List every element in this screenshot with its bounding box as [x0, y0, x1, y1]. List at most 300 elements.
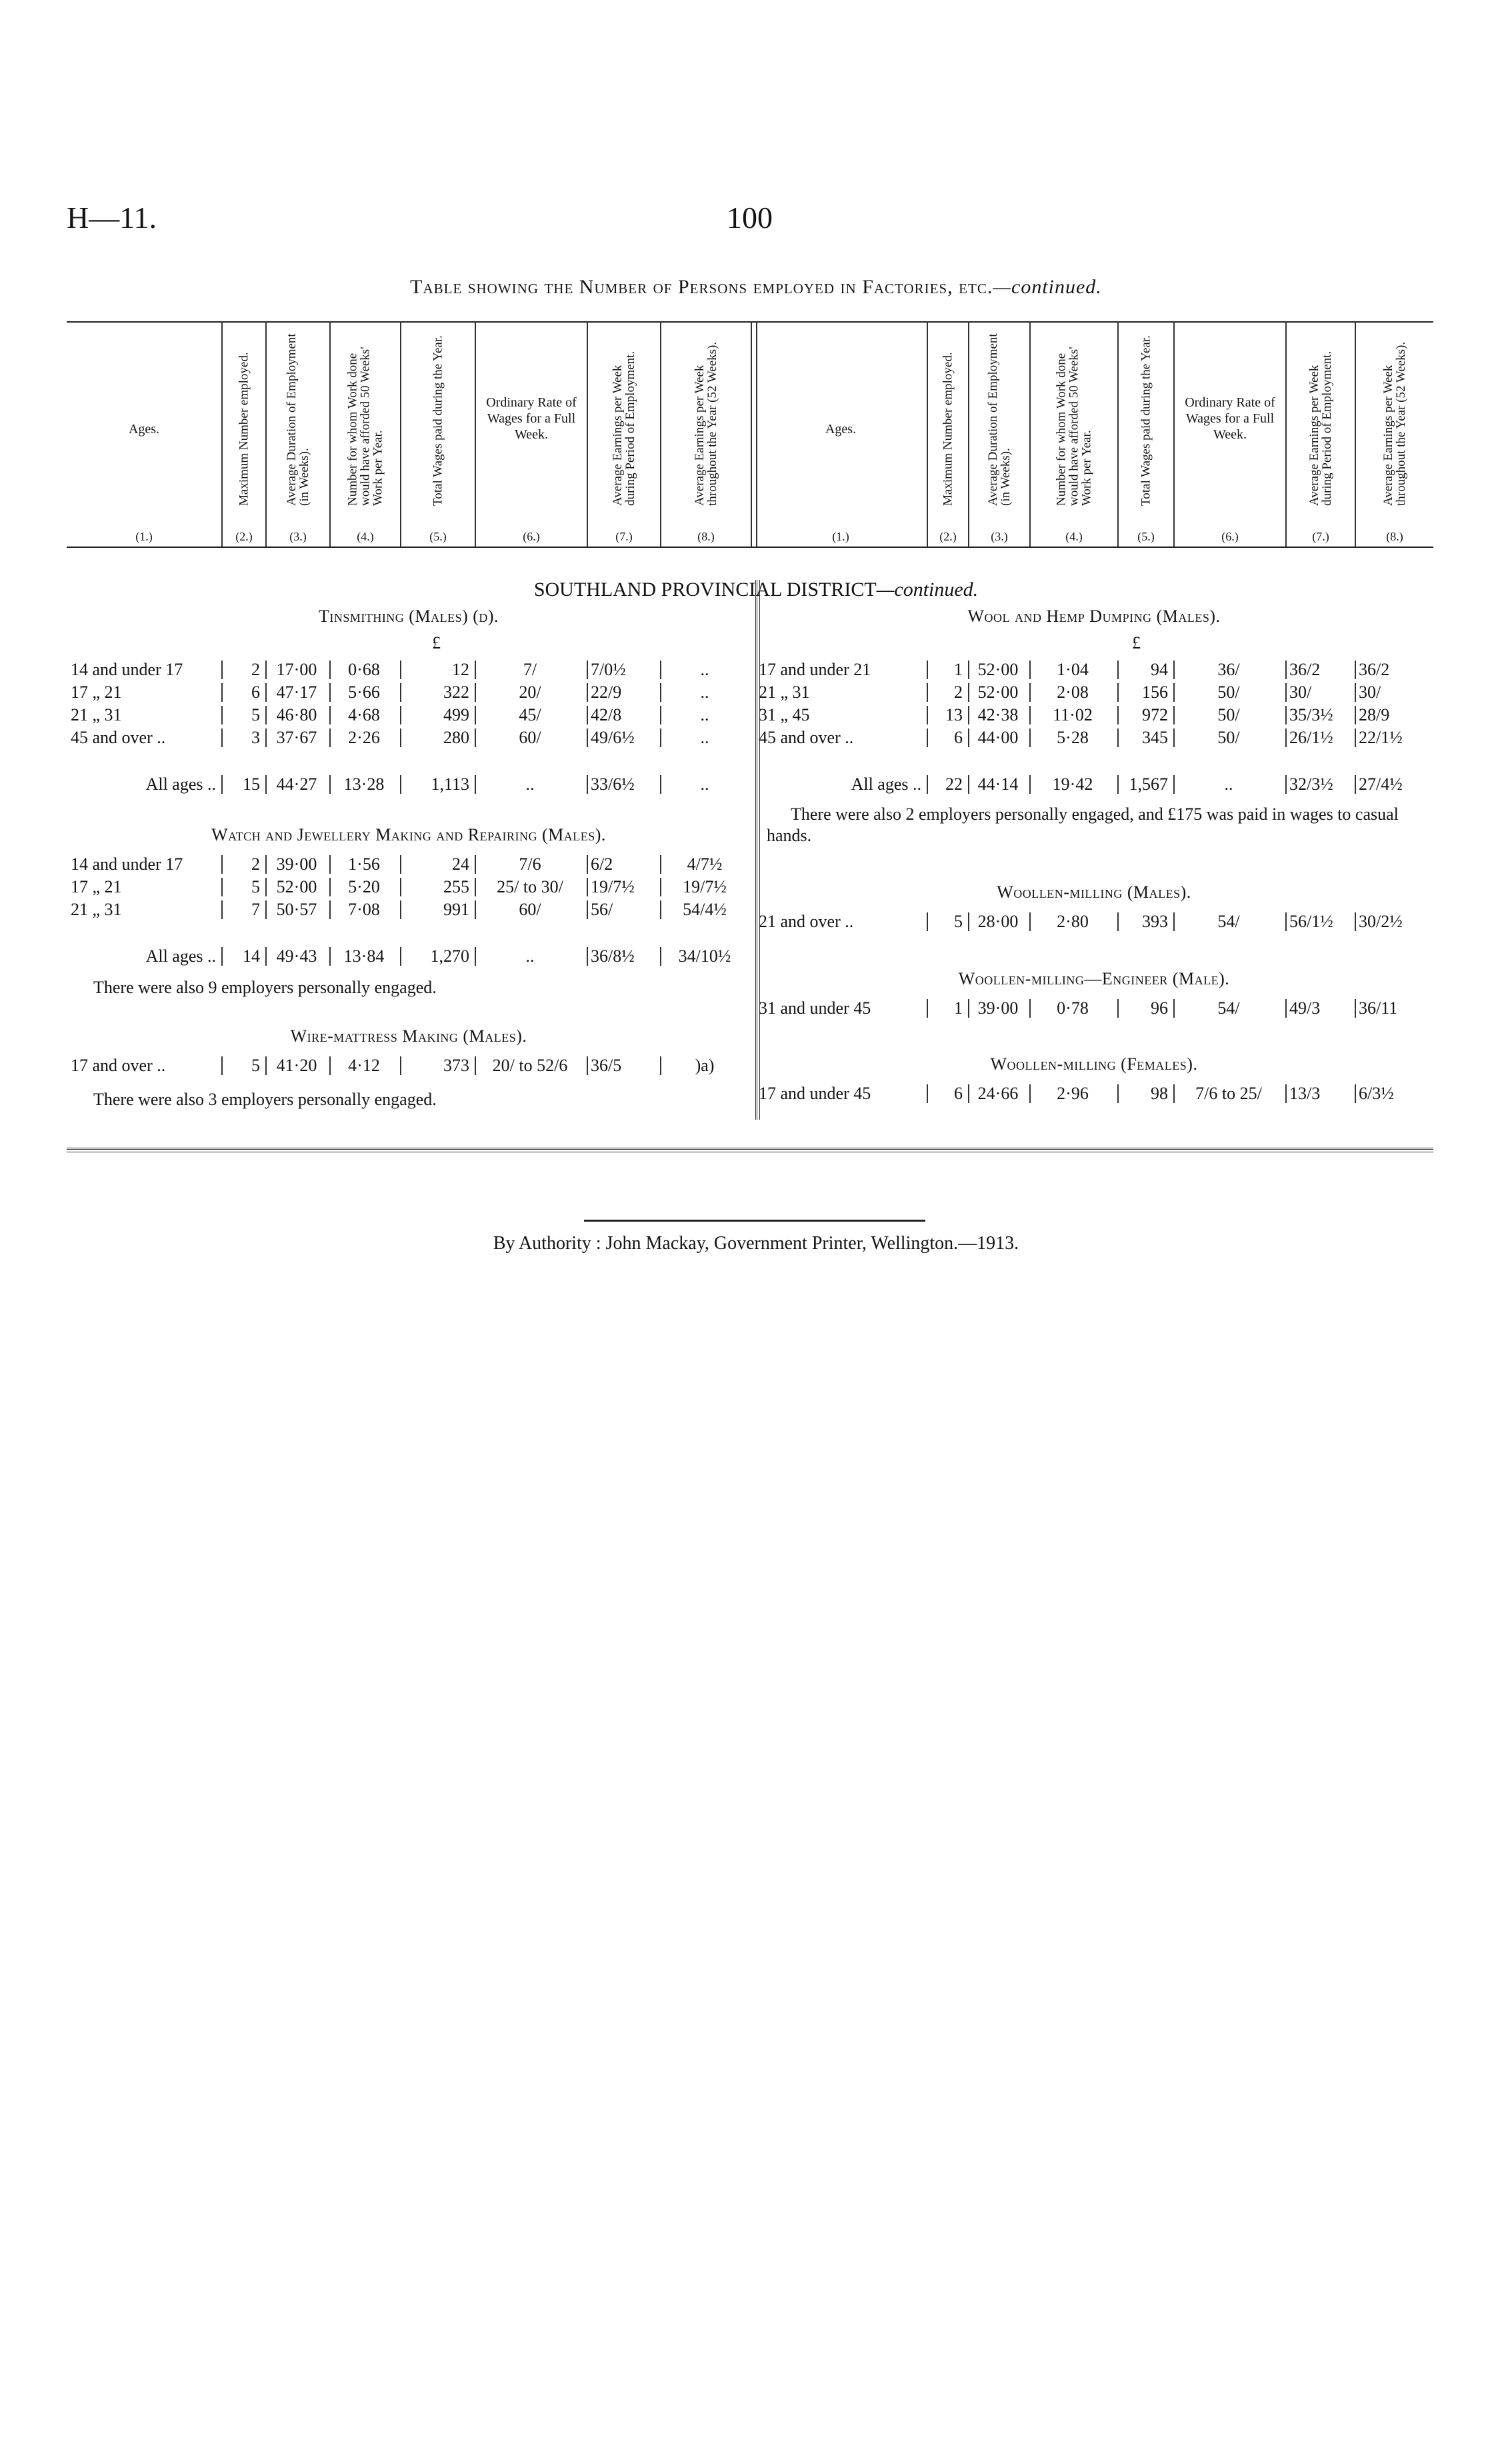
column-rule — [927, 660, 928, 679]
column-rule — [1173, 999, 1175, 1018]
table-row — [755, 681, 1441, 704]
cell-wages: 12 — [452, 660, 469, 679]
cell-age: 21 „ 31 — [759, 682, 810, 702]
column-rule — [475, 947, 476, 966]
column-rule — [221, 775, 223, 794]
column-rule — [475, 855, 476, 874]
column-rule — [1029, 660, 1031, 679]
column-rule — [660, 706, 661, 724]
header-left — [67, 321, 751, 547]
column-rule — [1117, 912, 1119, 931]
cell-max: 2 — [954, 682, 963, 702]
total-cell-rate: .. — [1224, 774, 1233, 794]
column-rule — [968, 775, 969, 794]
cell-age: 21 and over .. — [759, 912, 854, 931]
table-row — [755, 704, 1441, 726]
column-rule — [265, 728, 267, 747]
column-rule — [1355, 775, 1356, 794]
footer-separator — [584, 1220, 925, 1222]
cell-num: 2·26 — [348, 728, 380, 747]
column-rule — [587, 855, 588, 874]
cell-rate: 54/ — [1217, 998, 1240, 1018]
column-rule — [1117, 775, 1119, 794]
cell-rate: 50/ — [1217, 728, 1240, 747]
note-wire-employers: There were also 3 employers personally engaged. — [93, 1090, 437, 1109]
column-rule — [587, 775, 588, 794]
cell-max: 6 — [251, 682, 260, 702]
column-rule — [1355, 706, 1356, 724]
cell-max: 5 — [954, 912, 963, 931]
cell-num: 1·56 — [348, 854, 380, 874]
column-rule — [927, 728, 928, 747]
currency-symbol: £ — [432, 633, 441, 652]
column-rule — [587, 660, 588, 679]
cell-avg8: 36/2 — [1359, 660, 1390, 679]
column-rule — [400, 706, 401, 724]
cell-avg7: 36/5 — [591, 1056, 622, 1075]
column-rule — [1173, 1084, 1175, 1103]
header-col4-label: Number for whom Work done would have afforded 50 Weeks' Work per Year. — [345, 347, 385, 506]
column-rule — [1173, 660, 1175, 679]
total-cell-num: 19·42 — [1052, 774, 1093, 794]
column-rule — [1117, 683, 1119, 702]
cell-num: 7·08 — [348, 900, 380, 919]
table-row — [67, 704, 753, 726]
column-rule — [1117, 660, 1119, 679]
column-rule — [1029, 912, 1031, 931]
column-rule — [221, 728, 223, 747]
cell-num: 1·04 — [1057, 660, 1089, 679]
cell-avg8: 4/7½ — [687, 854, 723, 874]
cell-rate: 45/ — [519, 705, 541, 724]
cell-rate: 60/ — [519, 728, 541, 747]
table-row — [755, 1082, 1441, 1105]
header-col8-label: Average Earnings per Week throughout the Year (52 Weeks). — [1381, 341, 1408, 506]
column-rule — [927, 775, 928, 794]
table-row — [67, 726, 753, 749]
cell-max: 1 — [954, 660, 963, 679]
header-col-ordinary-rate — [1173, 321, 1285, 547]
cell-max: 2 — [251, 854, 260, 874]
column-rule — [927, 1084, 928, 1103]
total-cell-max: 14 — [243, 946, 260, 966]
column-rule — [1173, 728, 1175, 747]
column-rule — [1285, 728, 1287, 747]
header-col-ages — [67, 321, 221, 547]
column-rule — [968, 999, 969, 1018]
header-col6-label: Ordinary Rate of Wages for a Full Week. — [486, 395, 577, 442]
column-rule — [1285, 706, 1287, 724]
table-title-main: Table showing the Number of Persons employed in Factories, etc. — [410, 276, 993, 298]
cell-avg8: 19/7½ — [683, 877, 727, 896]
table-row — [755, 658, 1441, 681]
header-colnum: (4.) — [1065, 530, 1083, 543]
cell-dur: 46·80 — [276, 705, 317, 724]
column-rule — [475, 900, 476, 919]
cell-avg7: 35/3½ — [1289, 705, 1333, 724]
column-rule — [587, 947, 588, 966]
total-cell-avg8: 27/4½ — [1359, 774, 1403, 794]
column-rule — [1355, 1084, 1356, 1103]
cell-max: 1 — [954, 998, 963, 1018]
section-title-engineer: Woollen-milling—Engineer (Male). — [958, 969, 1230, 988]
cell-avg7: 19/7½ — [591, 877, 635, 896]
column-rule — [475, 706, 476, 724]
cell-age: 45 and over .. — [759, 728, 854, 747]
cell-max: 2 — [251, 660, 260, 679]
column-rule — [1173, 912, 1175, 931]
column-rule — [265, 947, 267, 966]
column-rule — [927, 912, 928, 931]
cell-avg7: 13/3 — [1289, 1084, 1321, 1103]
header-bottom-rule — [67, 547, 1433, 548]
column-rule — [660, 660, 661, 679]
cell-age: 17 and under 45 — [759, 1084, 871, 1103]
cell-num: 4·68 — [348, 705, 380, 724]
column-rule — [329, 706, 331, 724]
column-rule — [927, 683, 928, 702]
column-rule — [1285, 660, 1287, 679]
header-col-ordinary-rate — [475, 321, 587, 547]
total-cell-wages: 1,270 — [430, 946, 469, 966]
table-row — [67, 1054, 753, 1077]
total-cell-avg7: 36/8½ — [591, 946, 635, 966]
column-rule — [265, 900, 267, 919]
column-rule — [1117, 706, 1119, 724]
header-colnum: (1.) — [135, 530, 153, 543]
cell-max: 6 — [954, 1084, 963, 1103]
cell-avg8: .. — [700, 728, 709, 747]
section-title-wool-hemp: Wool and Hemp Dumping (Males). — [967, 607, 1221, 626]
header-col4-label: Number for whom Work done would have afforded 50 Weeks' Work per Year. — [1054, 347, 1094, 506]
header-col-avg-year — [1355, 321, 1433, 547]
header-col5-label: Total Wages paid during the Year. — [431, 335, 445, 506]
cell-dur: 47·17 — [276, 682, 317, 702]
table-title-continued: —continued. — [993, 276, 1102, 298]
header-colnum: (3.) — [991, 530, 1008, 543]
cell-age: 31 and under 45 — [759, 998, 871, 1018]
total-cell-wages: 1,567 — [1129, 774, 1168, 794]
section-title-tinsmithing: Tinsmithing (Males) (d). — [318, 607, 499, 626]
header-colnum: (8.) — [1386, 530, 1403, 543]
column-rule — [400, 878, 401, 896]
cell-dur: 50·57 — [276, 900, 317, 919]
cell-max: 5 — [251, 705, 260, 724]
cell-rate: 7/6 — [519, 854, 541, 874]
cell-avg7: 36/2 — [1289, 660, 1321, 679]
column-rule — [587, 878, 588, 896]
column-rule — [1029, 683, 1031, 702]
cell-dur: 28·00 — [977, 912, 1019, 931]
column-rule — [1173, 683, 1175, 702]
cell-wages: 991 — [443, 900, 469, 919]
cell-wages: 94 — [1151, 660, 1168, 679]
table-row — [67, 898, 753, 921]
column-rule — [968, 660, 969, 679]
cell-avg7: 7/0½ — [591, 660, 626, 679]
header-col-avg-period — [587, 321, 660, 547]
header-colnum: (4.) — [357, 530, 374, 543]
header-colnum: (1.) — [832, 530, 849, 543]
cell-max: 5 — [251, 1056, 260, 1075]
header-col3-label: Average Duration of Employment (in Weeks). — [285, 333, 311, 506]
cell-max: 5 — [251, 877, 260, 896]
cell-dur: 39·00 — [276, 854, 317, 874]
cell-wages: 345 — [1142, 728, 1168, 747]
column-rule — [221, 706, 223, 724]
table-row — [67, 853, 753, 876]
column-rule — [1355, 683, 1356, 702]
cell-rate: 50/ — [1217, 705, 1240, 724]
cell-rate: 50/ — [1217, 682, 1240, 702]
cell-rate: 60/ — [519, 900, 541, 919]
total-cell-max: 22 — [945, 774, 963, 794]
column-rule — [221, 683, 223, 702]
cell-age: 21 „ 31 — [71, 705, 122, 724]
cell-max: 13 — [945, 705, 963, 724]
header-colnum: (5.) — [429, 530, 447, 543]
cell-num: 0·68 — [348, 660, 380, 679]
header-colnum: (6.) — [1221, 530, 1239, 543]
column-rule — [968, 912, 969, 931]
cell-rate: 54/ — [1217, 912, 1240, 931]
column-rule — [400, 900, 401, 919]
column-rule — [265, 775, 267, 794]
cell-wages: 156 — [1142, 682, 1168, 702]
header-col-avg-period — [1285, 321, 1355, 547]
column-rule — [1029, 1084, 1031, 1103]
column-rule — [927, 706, 928, 724]
cell-avg8: .. — [700, 682, 709, 702]
cell-wages: 499 — [443, 705, 469, 724]
cell-num: 2·96 — [1057, 1084, 1089, 1103]
header-colnum: (3.) — [289, 530, 307, 543]
column-rule — [329, 855, 331, 874]
column-rule — [968, 1084, 969, 1103]
column-rule — [1355, 999, 1356, 1018]
cell-age: 17 „ 21 — [71, 877, 122, 896]
total-cell-dur: 44·14 — [977, 774, 1019, 794]
table-row — [755, 910, 1441, 933]
column-rule — [221, 855, 223, 874]
column-rule — [660, 947, 661, 966]
column-rule — [265, 683, 267, 702]
cell-age: 17 „ 21 — [71, 682, 122, 702]
table-row — [67, 876, 753, 898]
cell-wages: 96 — [1151, 998, 1168, 1018]
cell-age: 14 and under 17 — [71, 854, 183, 874]
cell-avg8: 22/1½ — [1359, 728, 1403, 747]
column-rule — [587, 900, 588, 919]
column-rule — [475, 1056, 476, 1075]
cell-dur: 52·00 — [276, 877, 317, 896]
header-col-avg-year — [660, 321, 751, 547]
cell-avg8: .. — [700, 660, 709, 679]
total-cell-rate: .. — [525, 774, 535, 794]
total-cell-age: All ages .. — [851, 774, 921, 794]
section-title-females: Woollen-milling (Females). — [990, 1054, 1198, 1074]
cell-avg7: 49/6½ — [591, 728, 635, 747]
column-rule — [587, 728, 588, 747]
column-rule — [400, 855, 401, 874]
header-col-total-wages — [1117, 321, 1173, 547]
column-rule — [660, 1056, 661, 1075]
total-cell-dur: 44·27 — [276, 774, 317, 794]
cell-age: 17 and under 21 — [759, 660, 871, 679]
total-cell-max: 15 — [243, 774, 260, 794]
currency-symbol: £ — [1132, 633, 1141, 652]
table-bottom-rule — [67, 1148, 1433, 1152]
cell-dur: 42·38 — [977, 705, 1019, 724]
total-cell-avg8: 34/10½ — [678, 946, 731, 966]
total-row — [67, 945, 753, 968]
column-rule — [329, 878, 331, 896]
cell-avg8: )a) — [695, 1056, 715, 1075]
cell-avg7: 6/2 — [591, 854, 613, 874]
cell-rate: 7/6 to 25/ — [1195, 1084, 1262, 1103]
column-rule — [329, 900, 331, 919]
column-rule — [221, 878, 223, 896]
header-col5-label: Total Wages paid during the Year. — [1139, 335, 1153, 506]
cell-num: 4·12 — [348, 1056, 380, 1075]
total-cell-wages: 1,113 — [431, 774, 469, 794]
column-rule — [1029, 999, 1031, 1018]
column-rule — [329, 728, 331, 747]
column-rule — [1355, 912, 1356, 931]
page-number: 100 — [727, 201, 773, 235]
column-rule — [475, 728, 476, 747]
column-rule — [1117, 1084, 1119, 1103]
header-ages-label: Ages. — [128, 422, 160, 437]
cell-age: 31 „ 45 — [759, 705, 810, 724]
column-rule — [221, 1056, 223, 1075]
column-rule — [1117, 999, 1119, 1018]
header-col7-label: Average Earnings per Week during Period of Employment. — [1307, 351, 1334, 506]
header-col-max-employed — [927, 321, 968, 547]
cell-num: 0·78 — [1057, 998, 1089, 1018]
table-row — [755, 997, 1441, 1020]
column-rule — [660, 900, 661, 919]
column-rule — [660, 878, 661, 896]
column-rule — [265, 855, 267, 874]
district-name: SOUTHLAND PROVINCIAL DISTRICT — [533, 579, 877, 601]
total-row — [755, 773, 1441, 796]
total-cell-num: 13·84 — [343, 946, 385, 966]
cell-num: 2·08 — [1057, 682, 1089, 702]
header-col-duration — [968, 321, 1029, 547]
header-col-number-50-weeks — [329, 321, 400, 547]
cell-dur: 24·66 — [977, 1084, 1019, 1103]
column-rule — [221, 900, 223, 919]
header-col8-label: Average Earnings per Week throughout the Year (52 Weeks). — [693, 341, 719, 506]
cell-avg7: 49/3 — [1289, 998, 1321, 1018]
column-rule — [400, 775, 401, 794]
cell-wages: 373 — [443, 1056, 469, 1075]
column-rule — [475, 878, 476, 896]
total-cell-dur: 49·43 — [276, 946, 317, 966]
cell-wages: 24 — [452, 854, 469, 874]
column-rule — [660, 855, 661, 874]
cell-rate: 7/ — [523, 660, 537, 679]
column-rule — [1285, 775, 1287, 794]
column-rule — [968, 728, 969, 747]
column-rule — [329, 947, 331, 966]
header-ages-label: Ages. — [825, 422, 857, 437]
district-continued: —continued. — [876, 579, 979, 601]
cell-avg7: 30/ — [1289, 682, 1312, 702]
note-watch-employers: There were also 9 employers personally engaged. — [93, 978, 437, 997]
total-cell-avg7: 32/3½ — [1289, 774, 1333, 794]
column-rule — [660, 683, 661, 702]
column-rule — [660, 728, 661, 747]
column-rule — [1285, 999, 1287, 1018]
cell-dur: 17·00 — [276, 660, 317, 679]
cell-num: 5·20 — [348, 877, 380, 896]
total-row — [67, 773, 753, 796]
column-rule — [329, 775, 331, 794]
table-title — [0, 276, 1512, 299]
cell-rate: 36/ — [1217, 660, 1240, 679]
cell-wages: 393 — [1142, 912, 1168, 931]
column-rule — [400, 728, 401, 747]
column-rule — [221, 947, 223, 966]
column-rule — [1285, 1084, 1287, 1103]
section-title-wire-mattress: Wire-mattress Making (Males). — [290, 1026, 527, 1046]
header-col-max-employed — [221, 321, 265, 547]
header-col2-label: Maximum Number employed. — [941, 352, 955, 506]
cell-dur: 41·20 — [276, 1056, 317, 1075]
total-cell-avg7: 33/6½ — [591, 774, 635, 794]
cell-age: 17 and over .. — [71, 1056, 166, 1075]
table-row — [67, 681, 753, 704]
header-col3-label: Average Duration of Employment (in Weeks). — [986, 333, 1013, 506]
cell-num: 2·80 — [1057, 912, 1089, 931]
header-col-number-50-weeks — [1029, 321, 1117, 547]
header-colnum: (5.) — [1137, 530, 1155, 543]
column-rule — [329, 683, 331, 702]
column-rule — [1029, 775, 1031, 794]
cell-avg7: 22/9 — [591, 682, 622, 702]
cell-rate: 20/ — [519, 682, 541, 702]
header-col2-label: Maximum Number employed. — [237, 352, 251, 506]
cell-avg8: 28/9 — [1359, 705, 1390, 724]
cell-wages: 98 — [1151, 1084, 1168, 1103]
cell-avg8: 6/3½ — [1359, 1084, 1394, 1103]
cell-avg8: 30/2½ — [1359, 912, 1403, 931]
cell-max: 3 — [251, 728, 260, 747]
header-colnum: (7.) — [615, 530, 633, 543]
total-cell-num: 13·28 — [343, 774, 385, 794]
cell-age: 45 and over .. — [71, 728, 166, 747]
column-rule — [265, 878, 267, 896]
column-rule — [587, 1056, 588, 1075]
cell-age: 14 and under 17 — [71, 660, 183, 679]
column-rule — [660, 775, 661, 794]
column-rule — [1355, 728, 1356, 747]
section-title-woollen-milling: Woollen-milling (Males). — [997, 882, 1191, 902]
column-rule — [1285, 912, 1287, 931]
cell-num: 5·28 — [1057, 728, 1089, 747]
column-rule — [400, 660, 401, 679]
column-rule — [1029, 706, 1031, 724]
cell-rate: 20/ to 52/6 — [492, 1056, 568, 1075]
header-col-total-wages — [400, 321, 475, 547]
column-rule — [400, 1056, 401, 1075]
cell-avg8: 54/4½ — [683, 900, 727, 919]
column-rule — [265, 706, 267, 724]
cell-max: 6 — [954, 728, 963, 747]
cell-dur: 44·00 — [977, 728, 1019, 747]
